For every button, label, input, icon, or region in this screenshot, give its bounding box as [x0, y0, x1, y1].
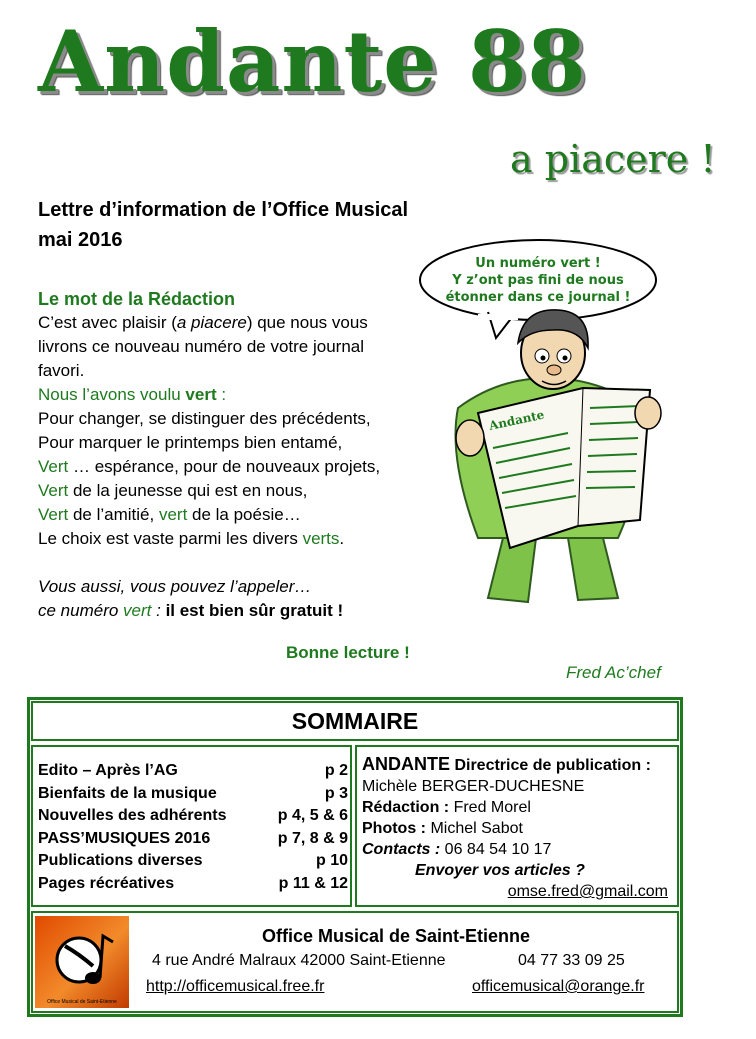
toc-item	[38, 850, 348, 873]
text-span: C’est avec plaisir (	[38, 313, 177, 332]
redaction-label: Rédaction :	[362, 799, 450, 816]
editorial-heading: Le mot de la Rédaction	[38, 289, 236, 309]
text-span-bold: vert	[185, 385, 217, 404]
table-of-contents	[38, 760, 348, 895]
cartoon-illustration	[418, 238, 698, 618]
text-span: de la jeunesse qui est en nous,	[68, 481, 308, 500]
toc-item	[38, 783, 348, 806]
toc-page: p 7, 8 & 9	[277, 829, 348, 847]
closing-line: Bonne lecture !	[286, 643, 410, 662]
newsletter-subtitle: a piacere !	[510, 137, 716, 181]
text-span-green: Vert	[38, 457, 69, 476]
text-span: Le choix est vaste parmi les divers	[38, 529, 303, 548]
editorial-line: Pour marquer le printemps bien entamé,	[38, 433, 343, 452]
photos-label: Photos :	[362, 820, 426, 837]
text-span: de la poésie…	[187, 505, 301, 524]
publication-name: ANDANTE	[362, 754, 450, 774]
office-address: 4 rue André Malraux 42000 Saint-Etienne	[152, 952, 446, 969]
articles-call: Envoyer vos articles ?	[415, 862, 585, 879]
office-email-link[interactable]: officemusical@orange.fr	[472, 978, 645, 995]
editor-email-link[interactable]: omse.fred@gmail.com	[507, 883, 668, 900]
editorial-line: Pour changer, se distinguer des précédents,	[38, 409, 371, 428]
text-span-green: vert	[158, 505, 188, 524]
toc-item	[38, 760, 348, 783]
text-span-green: Vert	[38, 481, 69, 500]
editorial-line	[38, 479, 418, 503]
text-span: de l’amitié,	[68, 505, 159, 524]
text-span: … espérance, pour de nouveaux projets,	[68, 457, 381, 476]
intro-line-1: Lettre d’information de l’Office Musical	[38, 199, 409, 221]
bubble-line-2: Y z’ont pas fini de nous	[452, 273, 624, 288]
toc-label: Edito – Après l’AG	[38, 762, 178, 779]
text-span: ce numéro	[38, 601, 124, 620]
toc-page: p 3	[324, 784, 348, 802]
text-span: :	[216, 385, 227, 404]
director-role: Directrice de publication :	[450, 757, 651, 774]
spacer	[38, 551, 418, 575]
credits-title	[362, 754, 672, 776]
photos-credit	[362, 818, 672, 839]
director-name: Michèle BERGER-DUCHESNE	[362, 778, 585, 795]
toc-page: p 10	[315, 852, 348, 869]
contacts-credit	[362, 839, 672, 860]
logo-caption: Office Musical de Saint-Etienne	[47, 999, 117, 1005]
editorial-line	[38, 455, 418, 479]
text-span-bold: il est bien sûr gratuit !	[165, 601, 344, 620]
toc-item	[38, 805, 348, 828]
toc-item	[38, 828, 348, 851]
toc-page: p 11 & 12	[278, 874, 348, 892]
intro-date: mai 2016	[38, 229, 123, 251]
text-span: ) que nous vous	[246, 313, 368, 332]
toc-page: p 4, 5 & 6	[277, 807, 348, 824]
office-phone: 04 77 33 09 25	[518, 952, 625, 969]
text-span-green: Vert	[38, 505, 69, 524]
bubble-line-3: étonner dans ce journal !	[445, 290, 631, 305]
toc-label: Pages récréatives	[38, 874, 175, 892]
credits	[362, 754, 672, 902]
photos-value: Michel Sabot	[426, 820, 523, 837]
redaction-value: Fred Morel	[449, 799, 531, 816]
signature: Fred Ac’chef	[566, 663, 661, 682]
toc-item	[38, 873, 348, 896]
music-note-icon	[35, 916, 129, 996]
toc-label: Publications diverses	[38, 852, 203, 869]
toc-label: Nouvelles des adhérents	[38, 807, 227, 824]
intro-heading	[38, 195, 408, 255]
contacts-value: 06 84 54 10 17	[440, 841, 552, 858]
text-span-green: vert	[123, 601, 152, 620]
editorial-line: livrons ce nouveau numéro de votre journal	[38, 337, 365, 356]
editorial-line	[38, 383, 418, 407]
editorial-line	[38, 527, 418, 551]
editorial-line: Vous aussi, vous pouvez l’appeler…	[38, 577, 312, 596]
bubble-line-1: Un numéro vert !	[475, 256, 601, 271]
redaction-credit	[362, 797, 672, 818]
editorial	[38, 287, 418, 623]
text-span: Nous l’avons voulu	[38, 385, 186, 404]
editorial-line	[38, 503, 418, 527]
text-span: :	[151, 601, 166, 620]
newsletter-title: Andante 88	[38, 12, 587, 111]
contacts-label: Contacts :	[362, 841, 441, 858]
toc-label: PASS’MUSIQUES 2016	[38, 829, 211, 847]
office-name: Office Musical de Saint-Etienne	[262, 926, 531, 946]
editorial-line: favori.	[38, 361, 85, 380]
editorial-line	[38, 311, 418, 335]
text-span-green: verts	[302, 529, 340, 548]
text-span-italic: a piacere	[176, 313, 247, 332]
toc-page: p 2	[324, 762, 348, 779]
sommaire-header: SOMMAIRE	[31, 701, 679, 741]
website-link[interactable]: http://officemusical.free.fr	[146, 978, 325, 995]
editorial-line	[38, 599, 418, 623]
toc-label: Bienfaits de la musique	[38, 784, 217, 802]
text-span: .	[339, 529, 345, 548]
newspaper-title: Andante	[487, 407, 546, 433]
office-logo	[35, 916, 129, 1008]
